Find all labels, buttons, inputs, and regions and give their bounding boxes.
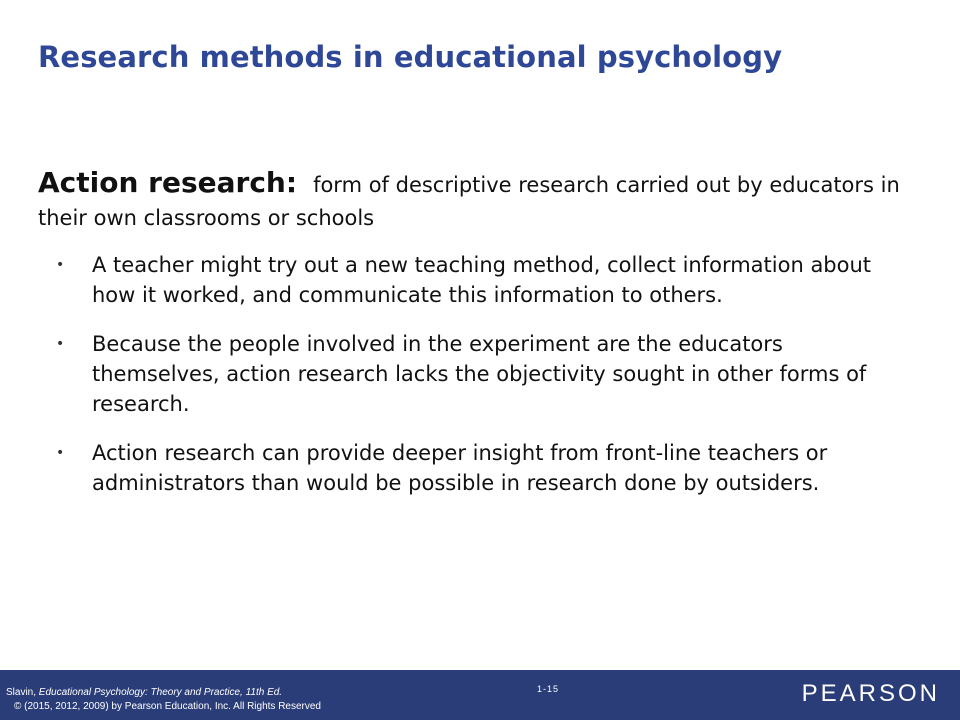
- definition-paragraph: [38, 166, 918, 235]
- copyright-notice: © (2015, 2012, 2009) by Pearson Education, Inc. All Rights Reserved: [14, 701, 321, 712]
- citation-book-title: Educational Psychology: Theory and Practice, 11th Ed.: [38, 687, 283, 698]
- bullet-item: [56, 438, 896, 498]
- bullet-list: [56, 250, 896, 517]
- footer-bar: [0, 670, 960, 720]
- bullet-dot-icon: •: [56, 336, 65, 352]
- bullet-dot-icon: •: [56, 445, 65, 461]
- citation-author: Slavin,: [6, 687, 39, 698]
- bullet-item: [56, 329, 896, 419]
- bullet-item: [56, 250, 896, 310]
- term-definition: form of descriptive research carried out by educators in their own classrooms or schools: [38, 173, 900, 230]
- bullet-dot-icon: •: [56, 257, 65, 273]
- slide-number: 1-15: [537, 684, 560, 694]
- bullet-text: Action research can provide deeper insight from front-line teachers or administrators than would be possible in research done by outsiders.: [92, 441, 828, 495]
- bullet-text: A teacher might try out a new teaching method, collect information about how it worked, and communicate this information to others.: [92, 253, 872, 307]
- citation-line: [6, 686, 321, 700]
- citation: [6, 686, 321, 714]
- term-heading: Action research:: [38, 166, 298, 199]
- slide-title: Research methods in educational psychology: [38, 40, 783, 74]
- bullet-text: Because the people involved in the experiment are the educators themselves, action research lacks the objectivity sought in other forms of research.: [92, 332, 867, 416]
- pearson-logo: PEARSON: [801, 680, 940, 707]
